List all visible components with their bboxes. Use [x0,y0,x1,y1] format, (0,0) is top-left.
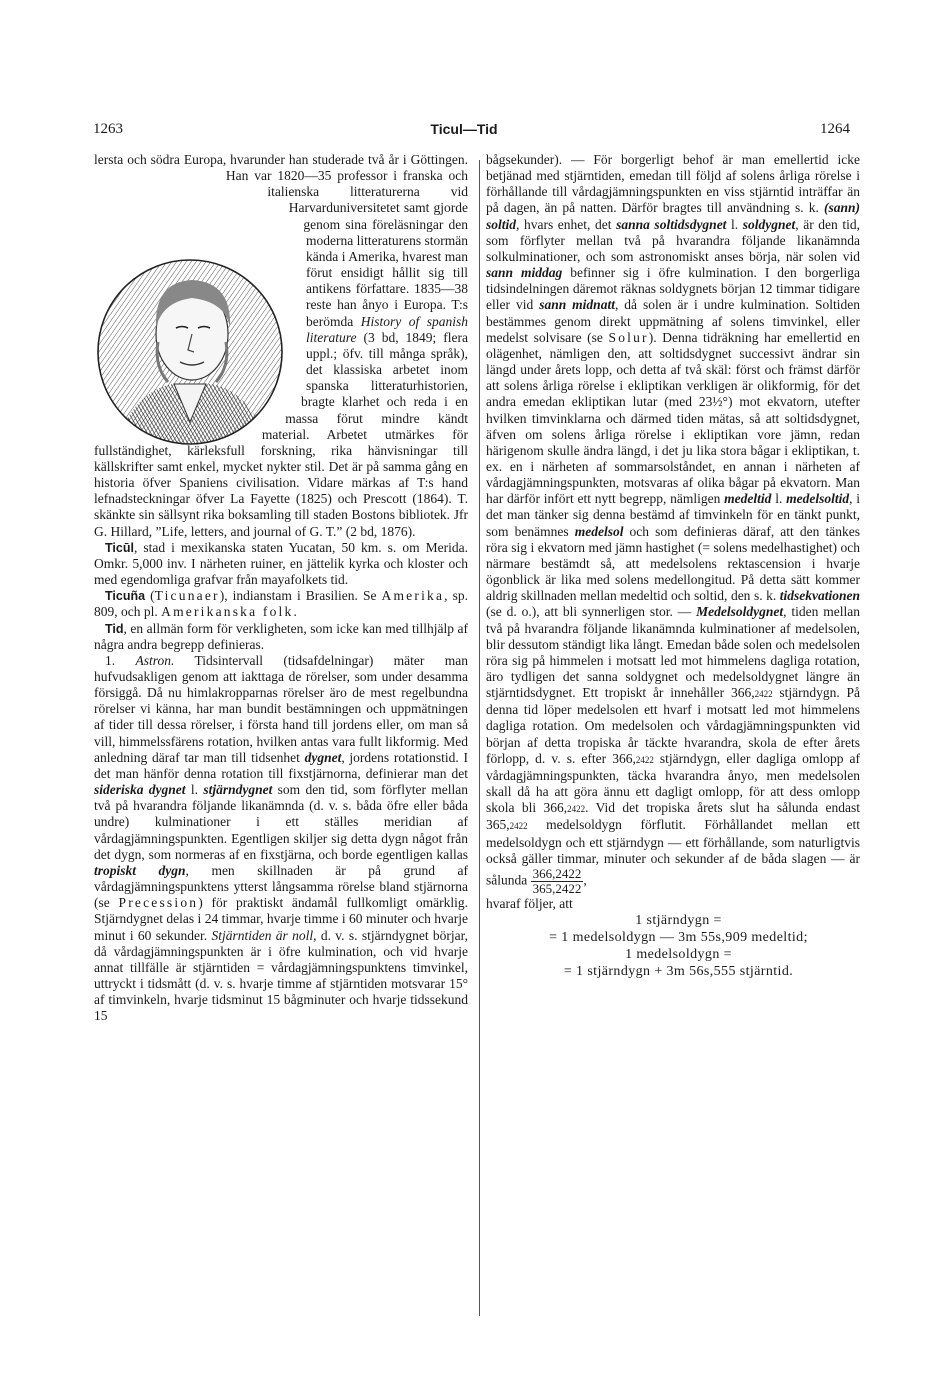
term: Medelsoldygnet [696,604,784,620]
text-run: Tidsintervall (tidsafdelningar) mäter man hufvudsakligen genom att iakttaga de rörelser, som under desamma försiggå. Då nu himlakropparnas rörelser äro de mest regelbundna rörelser vi känna, har man bundit bestämningen och uppmätningen af tider till dessa rörelser, i första hand till jordens eller, om man så vill, himmelssfärens rotation, hvilken antas vara fullt likformig. Med anledning däraf tar man till tidsenhet [94,652,469,765]
text-run: och som definieras däraf, att den tänkes röra sig i ekvatorn med jämn hastighet (= solens medelhastighet) och närmare bestämdt så, att medelsolens rektascension i hvarje ögonblick är lika med solens medellongitud. På detta sätt kommer aldrig skillnaden mellan medeltid och soltid, den s. k. [486,523,860,604]
term: medelsol [574,523,624,539]
lemma-ticul: Ticūl [105,540,134,555]
fraction-numerator: 366,2422 [532,865,582,881]
term: sanna soltidsdygnet [616,216,727,232]
decimal-digits: 2422 [567,804,586,815]
continuation-paragraph [486,152,860,896]
text-run: ), indianstam i Brasilien. Se [219,588,382,604]
text-run: som den tid, som förflyter mellan två på hvarandra följande likanämnda (d. v. s. båda öfre eller båda undre) kulminationer i ett ställes meridian af vårdagjämningspunkten. Egentligen skiljer sig detta dygn något från det dygn, som normeras af en fixstjärna, och borde egentligen kallas [94,782,469,862]
text-run: , en allmän form för verkligheten, som icke kan med tillhjälp af några andra begrepp definieras. [94,620,468,652]
page-number-left: 1263 [93,121,123,137]
formula-line-2: = 1 medelsoldygn — 3m 55s,909 medeltid; [549,930,808,946]
formula-line-4: = 1 stjärndygn + 3m 56s,555 stjärntid. [563,964,794,980]
cross-reference: Solur [608,329,649,345]
text-run: ( [145,588,155,604]
text-run: lersta och södra Europa, hvarunder han studerade två år i Göttingen. Han var 1820—35 professor i franska och italienska litteraturerna vid Harvarduniversitetet samt gjorde genom sina föreläsningar den moderna litteraturens stormän kända i Amerika, hvarest man förut ensidigt hållit sig till antikens författare. 1835—38 reste han ånyo i Europa. T:s berömda [94,152,468,329]
text-run: medelsoldygn förflutit. Förhållandet mellan ett medelsoldygn och ett stjärndygn — ett förhållande, som naturligtvis också gäller timmar, minuter och sekunder af de båda slagen — är sålunda [486,817,860,888]
text-run: , i det man tänker sig denna bestämd af timvinkeln för en tänkt punkt, som benämnes [486,491,860,539]
term: medelsoltid [786,491,850,507]
text-run: bågsekunder). — För borgerligt behof är man emellertid icke betjänad med stjärntiden, emedan till följd af solens årliga rörelse i förhållande till vårdagjämningspunkten en viss stjärntid inträffar än på dagen, än på natten. Därför bragtes till användning s. k. [486,152,860,216]
term: soldygnet [742,216,796,232]
text-run: ) för praktiskt ändamål fullkomligt omärklig. Stjärndygnet delas i 24 timmar, hvarje timme i 60 minuter och hvarje minut i 60 sekunder. [94,895,468,943]
text-run: . Vid det tropiska årets slut ha sålunda endast 365, [486,800,861,833]
text-run: , [583,872,587,888]
ticknor-paragraph [94,152,468,540]
term: stjärndygnet [203,782,273,798]
decimal-digits: 2422 [754,689,773,700]
fraction-denominator: 365,2422 [532,880,582,896]
term: medeltid [724,491,772,507]
entry-tid [94,621,468,653]
text-run: l. [185,782,204,798]
text-run: , men skillnaden är på grund af vårdagjämningspunktens ytterst långsamma rörelse bland stjärnorna (se [94,862,469,911]
book-title: History of spanish literature [306,313,468,345]
term: Stjärntiden är noll [211,927,314,943]
text-run: befinner sig i öfre kulmination. I den borgerliga tidsindelningen däremot räknas soldygnets början 12 timmar tidigare eller vid [486,265,860,313]
section-number: 1. [105,652,136,668]
cross-reference: Amerikanska folk [161,604,294,620]
entry-ticul [94,540,468,588]
text-run: , är den tid, som förflyter mellan två på hvarandra följande likanämnda solkulminationer, och som astronomiskt anses börja, när solen vid [486,216,860,264]
term: sann middag [486,265,563,281]
lemma-ticuna: Ticuña [105,589,146,604]
column-divider [479,160,480,1316]
text-run: , hvars enhet, det [516,216,617,232]
cross-reference: Precession [118,895,199,911]
running-head: Ticul—Tid [430,121,498,137]
cross-reference: Amerika [381,588,445,604]
ratio-fraction [531,865,587,896]
text-run: , sp. 809, och pl. [94,588,468,620]
text-run: (3 bd, 1849; flera uppl.; öfv. till många språk), det klassiska arbetet inom spanska litteraturhistorien, bragte klarhet och reda i en massa förut mindre kändt material. Arbetet utmärkes för fullständighet, kärleksfull forskning, rika hänvisningar till källskrifter samt enkel, mycket nykter stil. Det är på samma gång en historia öfver Spaniens civilisation. Vidare märkas af T:s hand lefnadsteckningar öfver La Fayette (1825) och Prescott (1864). T. skänkte sin sällsynt rika boksamling till staden Bostons bibliotek. Jfr G. Hillard, ”Life, letters, and journal of G. T.” (2 bd, 1876). [94,329,468,539]
term: sideriska dygnet [94,782,186,798]
formula-line-3: 1 medelsoldygn = [625,947,732,963]
formula-intro: hvaraf följer, att [486,895,573,911]
decimal-digits: 2422 [509,821,528,832]
left-column [94,152,468,1024]
text-run: stjärndygn, eller dagliga omlopp af vårdagjämningspunkten, täcka hvarandra ånyo, men medelsolen skall då ha att göra ännu ett dagligt omlopp, för att dess omlopp skola bli 366, [486,750,860,816]
decimal-digits: 2422 [635,754,654,765]
entry-ticuna [94,588,468,620]
text-run: stjärndygn. På denna tid löper medelsolen ett hvarf i motsatt led mot himmelens dagliga rotation. Om medelsolen och vårdagjämningspunkten vid början af detta tropiska år täckte hvarandra, skola de efter årets förlopp, d. v. s. efter 366, [486,685,860,766]
term: dygnet [304,749,342,765]
text-run: ). Denna tidräkning har emellertid en olägenhet, nämligen den, att soltidsdygnet successivt ändrar sin längd under årets lopp, och detta af två skäl: först och främst därför att solens årliga rörelse i ekliptikan verkligen är olikformig, för det andra emedan ekliptikan lutar (med 23½°) mot ekvatorn, utefter hvilken timvinklarna och därmed tiden mätas, så att soltidsdygnet, äfven om solens årliga rörelse i ekliptikan vore jämn, redan härigenom skulle ändra längd, i det ju lika stora bågar i ekliptikan, t. ex. en i närheten af sommarsolståndet, en annan i närheten af vårdagjämningspunkten, motsvaras af olika bågar på ekvatorn. Man har därför infört ett nytt begrepp, nämligen [486,329,860,507]
text-run: . [293,604,297,620]
text-run: , då solen är i undre kulmination. Soltiden bestämmes genom direkt uppmätning af solens timvinkel, eller medelst solvisare (se [486,297,861,345]
section-label: Astron. [135,652,175,668]
text-run: l. [771,491,787,507]
portrait-engraving-icon [92,152,302,472]
term: sann midnatt [539,297,615,313]
page-number-right: 1264 [820,121,850,137]
text-run: , jordens rotationstid. I det man hänför denna rotation till fixstjärnorna, definierar man det [94,749,469,781]
right-column [486,152,860,980]
term: (sann) soltid [486,200,860,232]
text-run: , tiden mellan två på hvarandra följande likanämnda kulminationer af medelsolen, blir dessutom ständigt lika långt. Emedan både solen och medelsolen röra sig på himmelen i motsatt led mot himmelens dagliga rotation, äro tydligen det sanna soldygnet och medelsoldygnet längre än stjärntidsdygnet. Ett tropiskt år innehåller 366, [486,604,860,701]
term: tidsekvationen [779,588,860,604]
text-run: , stad i mexikanska staten Yucatan, 50 km. s. om Merida. Omkr. 5,000 inv. I närheten ruiner, en jättelik kyrka och kloster och med egendomliga grafvar från mayafolkets tid. [94,539,468,588]
text-run: l. [726,216,743,232]
portrait-figure [92,152,302,472]
formula-line-1: 1 stjärndygn = [635,913,722,929]
section-astron [94,653,468,1025]
term: tropiskt dygn [94,862,186,878]
spaced-text: Ticunaer [154,588,220,604]
text-run: , d. v. s. stjärndygnet börjar, då vårdagjämningspunkten är i öfre kulmination, och vid hvarje annat tillfälle är stjärntiden = vårdagjämningspunktens timvinkel, uttryckt i tidsmått (d. v. s. hvarje timme af stjärntiden motsvarar 15° af timvinkeln, hvarje tidsminut 15 bågminuter och hvarje tidssekund 15 [94,927,468,1024]
lemma-tid: Tid [105,621,124,636]
text-run: (se d. o.), att bli synnerligen stor. — [486,604,697,620]
